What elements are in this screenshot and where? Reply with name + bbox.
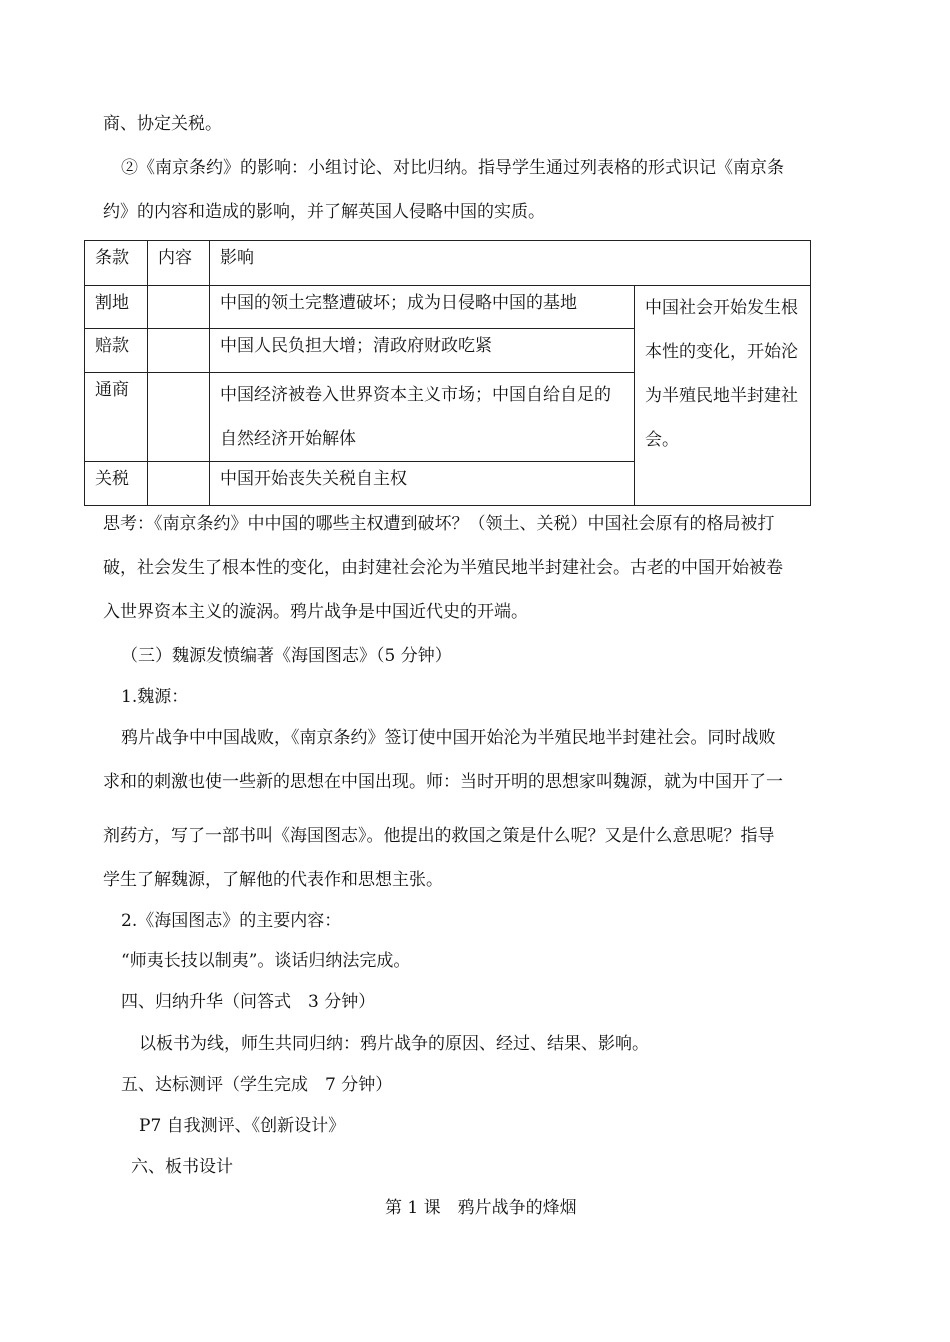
- text-line: 学生了解魏源，了解他的代表作和思想主张。: [103, 870, 443, 890]
- text-line: ②《南京条约》的影响：小组讨论、对比归纳。指导学生通过列表格的形式识记《南京条: [121, 158, 784, 178]
- table-cell-impact: 中国开始丧失关税自主权: [210, 462, 635, 506]
- table-cell-content: [148, 373, 210, 462]
- text-line: 入世界资本主义的漩涡。鸦片战争是中国近代史的开端。: [103, 602, 528, 622]
- section-heading: 四、归纳升华（问答式 3 分钟）: [121, 992, 376, 1012]
- section-heading: 六、板书设计: [131, 1157, 233, 1177]
- text-line: 剂药方，写了一部书叫《海国图志》。他提出的救国之策是什么呢？又是什么意思呢？指导: [103, 826, 775, 846]
- table-header: 条款: [85, 241, 148, 286]
- table-cell-content: [148, 286, 210, 329]
- treaty-table: [84, 240, 811, 506]
- subheading: 1.魏源：: [121, 687, 189, 707]
- table-cell-content: [148, 329, 210, 373]
- table-header: 影响: [210, 241, 811, 286]
- text-line: 商、协定关税。: [103, 114, 222, 134]
- lesson-title: 第 1 课 鸦片战争的烽烟: [385, 1198, 577, 1218]
- table-cell-term: 通商: [85, 373, 148, 462]
- table-cell-term: 赔款: [85, 329, 148, 373]
- text-line: 鸦片战争中中国战败，《南京条约》签订使中国开始沦为半殖民地半封建社会。同时战败: [121, 728, 776, 748]
- text-line: 思考：《南京条约》中中国的哪些主权遭到破坏？（领土、关税）中国社会原有的格局被打: [103, 514, 775, 534]
- section-heading: （三）魏源发愤编著《海国图志》（5 分钟）: [121, 646, 452, 666]
- text-line: 以板书为线，师生共同归纳：鸦片战争的原因、经过、结果、影响。: [139, 1034, 649, 1054]
- subheading: 2.《海国图志》的主要内容：: [121, 911, 342, 931]
- table-header: 内容: [148, 241, 210, 286]
- section-heading: 五、达标测评（学生完成 7 分钟）: [121, 1075, 393, 1095]
- table-cell-impact: 中国经济被卷入世界资本主义市场；中国自给自足的自然经济开始解体: [210, 373, 635, 462]
- text-line: 求和的刺激也使一些新的思想在中国出现。师：当时开明的思想家叫魏源，就为中国开了一: [103, 772, 783, 792]
- text-line: P7 自我测评、《创新设计》: [139, 1116, 346, 1136]
- table-cell-term: 割地: [85, 286, 148, 329]
- table-cell-impact: 中国人民负担大增；清政府财政吃紧: [210, 329, 635, 373]
- text-line: “师夷长技以制夷”。谈话归纳法完成。: [121, 951, 411, 971]
- text-line: 约》的内容和造成的影响，并了解英国人侵略中国的实质。: [103, 202, 545, 222]
- table-cell-content: [148, 462, 210, 506]
- table-cell-impact: 中国的领土完整遭破坏；成为日侵略中国的基地: [210, 286, 635, 329]
- table-cell-term: 关税: [85, 462, 148, 506]
- table-cell-summary: 中国社会开始发生根本性的变化，开始沦为半殖民地半封建社会。: [635, 286, 811, 506]
- text-line: 破，社会发生了根本性的变化，由封建社会沦为半殖民地半封建社会。古老的中国开始被卷: [103, 558, 783, 578]
